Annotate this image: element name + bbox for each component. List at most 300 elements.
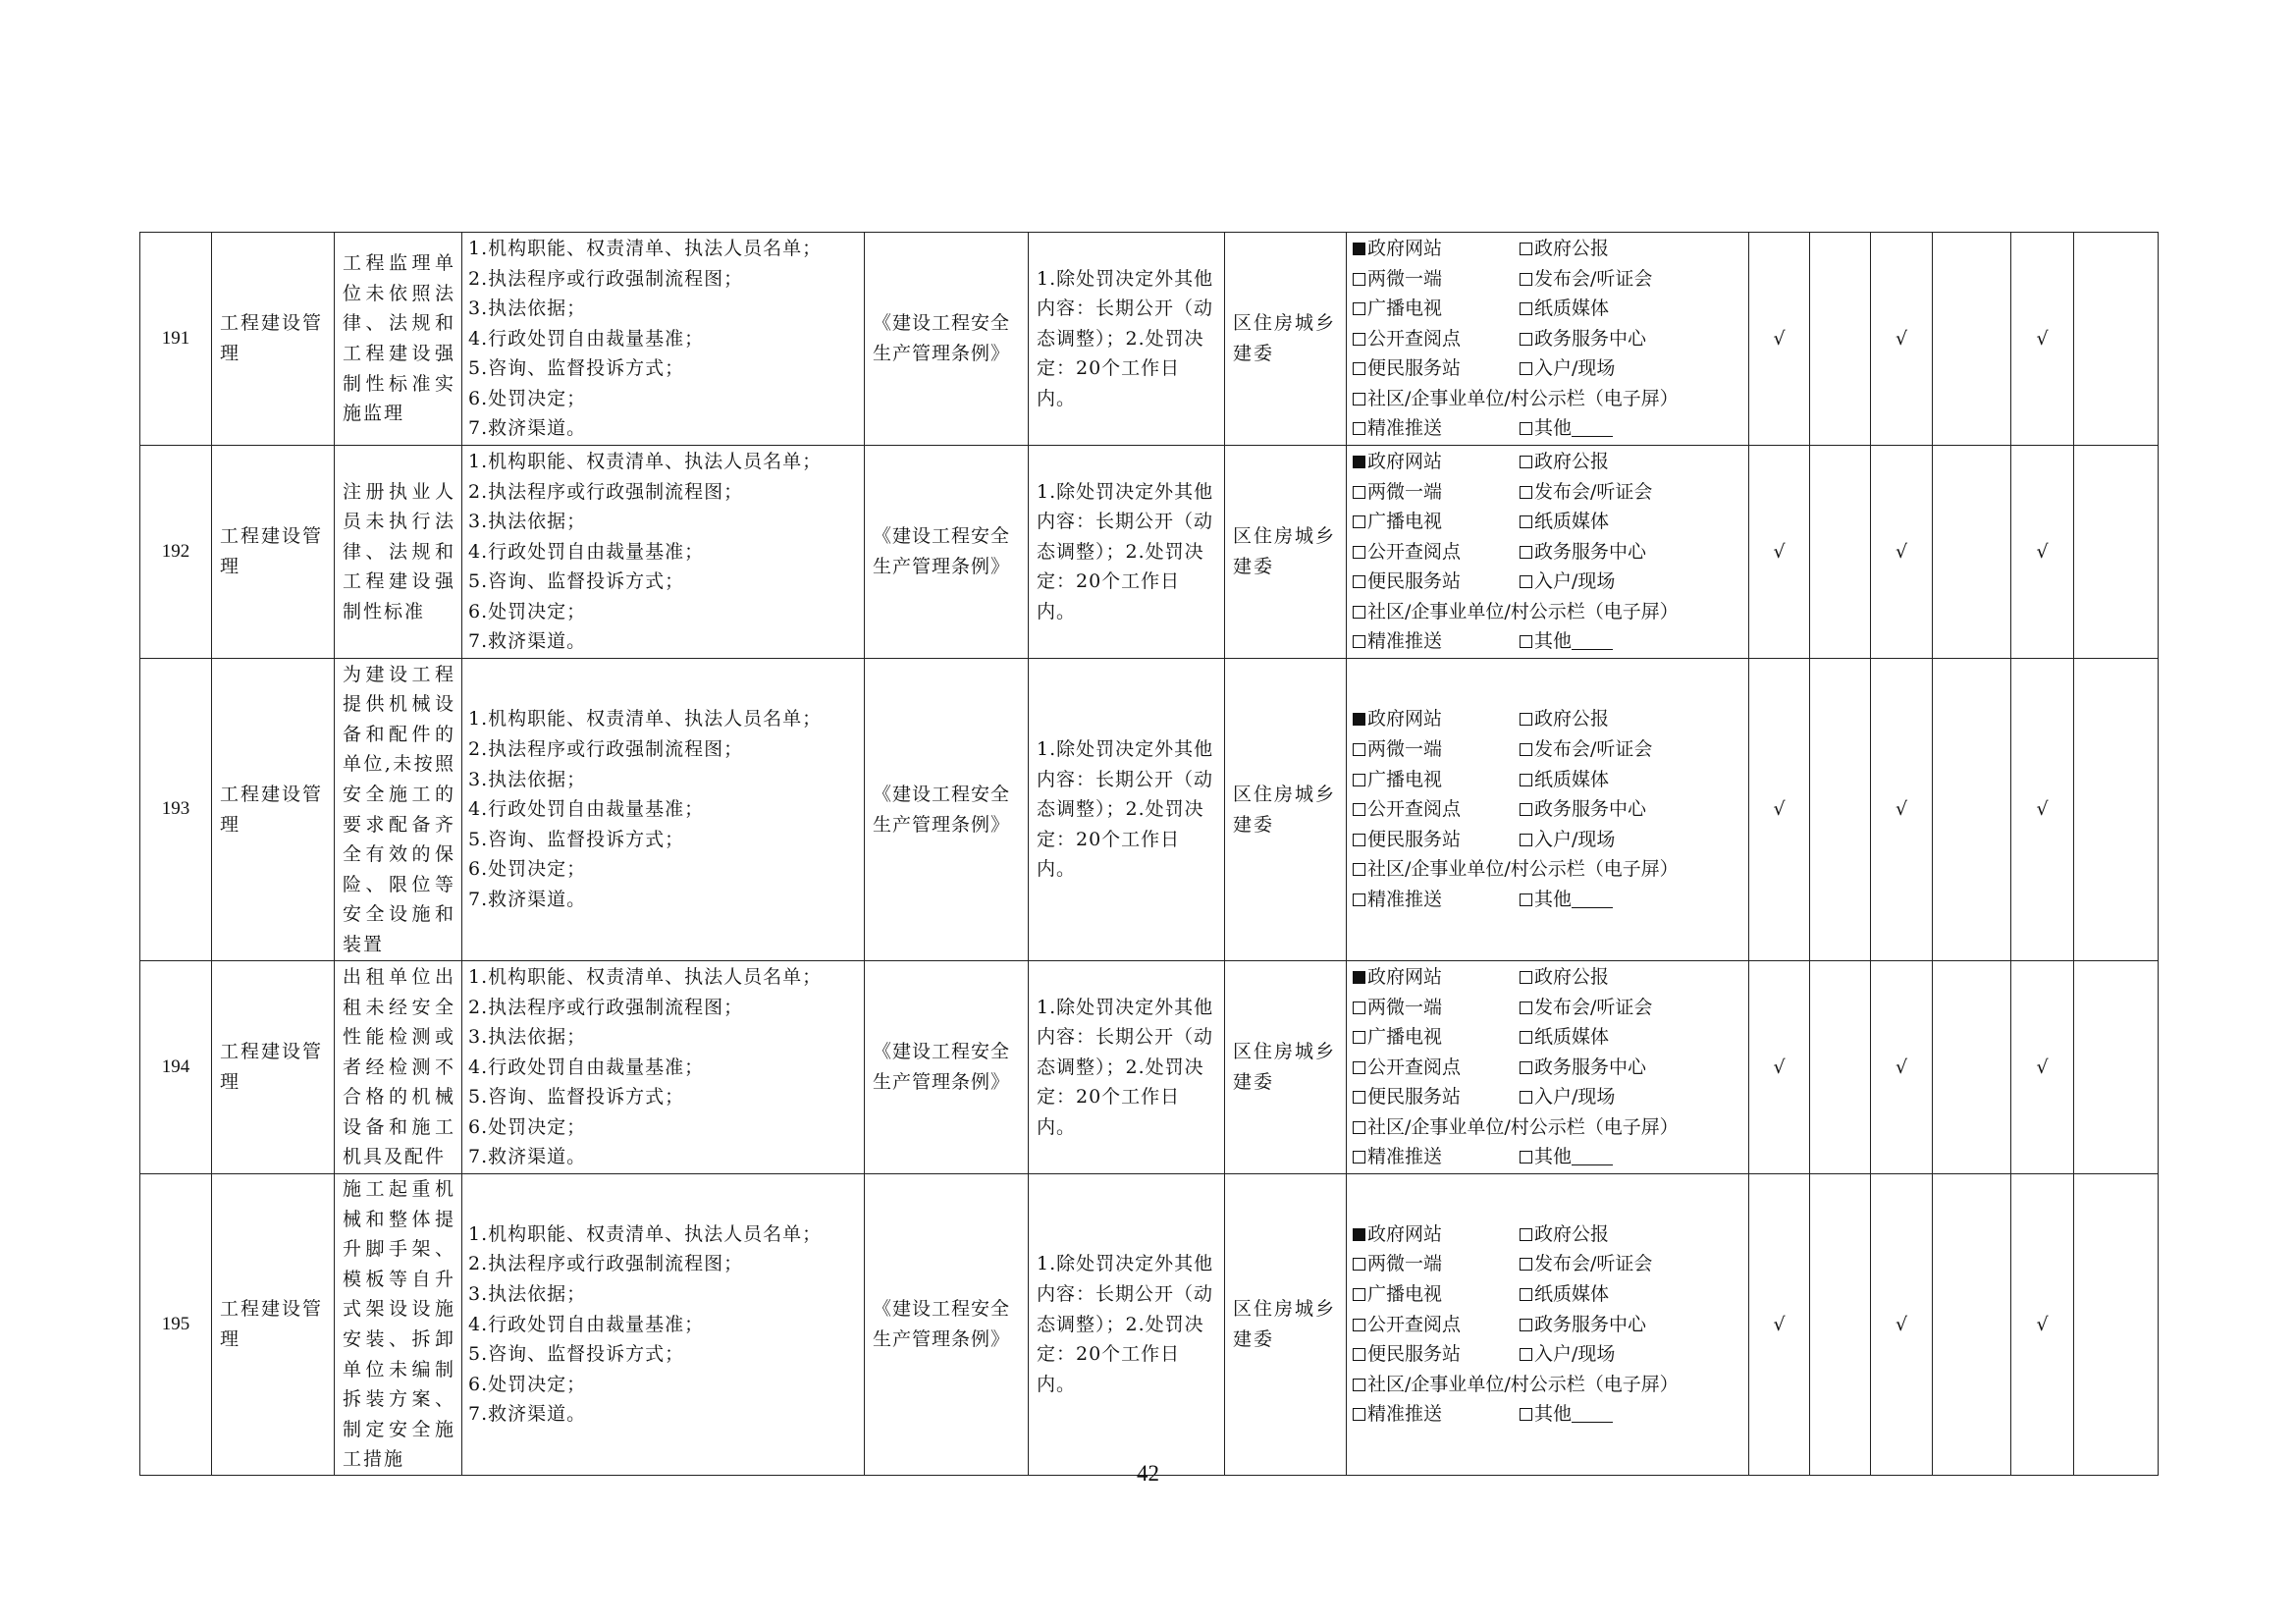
checkbox-icon (1353, 393, 1365, 406)
channel-row (1353, 1022, 1744, 1053)
channel-label: 两微一端 (1367, 738, 1443, 761)
channel-option (1353, 567, 1520, 597)
checkbox-icon (1353, 362, 1365, 375)
channel-label: 政府网站 (1367, 1222, 1443, 1245)
check-cell (1933, 1174, 2011, 1476)
time-limit-cell: 1.除处罚决定外其他内容：长期公开（动态调整）；2.处罚决定：20个工作日内。 (1029, 659, 1225, 961)
check-cell (1933, 961, 2011, 1174)
channel-option (1353, 477, 1520, 508)
content-line: 4.行政处罚自由裁量基准； (468, 540, 705, 563)
channel-label: 入户/现场 (1534, 828, 1616, 850)
checkbox-icon (1353, 1408, 1365, 1421)
content-cell (462, 961, 865, 1174)
checkbox-icon (1520, 422, 1532, 435)
checkbox-icon (1520, 1288, 1532, 1301)
category-cell: 工程建设管理 (212, 1174, 335, 1476)
checkbox-icon (1353, 1031, 1365, 1044)
channel-option (1520, 1053, 1646, 1083)
channel-label: 便民服务站 (1367, 1343, 1462, 1366)
content-line: 5.咨询、监督投诉方式； (468, 1086, 685, 1109)
content-line: 3.执法依据； (468, 1283, 587, 1306)
subject-cell: 区住房城乡建委 (1225, 446, 1347, 659)
item-cell: 注册执业人员未执行法律、法规和工程建设强制性标准 (335, 446, 462, 659)
content-line: 2.执法程序或行政强制流程图； (468, 1253, 744, 1275)
content-line: 6.处罚决定； (468, 1115, 587, 1138)
content-line: 6.处罚决定； (468, 858, 587, 881)
channel-option (1353, 324, 1520, 354)
channel-label: 纸质媒体 (1534, 1026, 1610, 1049)
channel-label: 政务服务中心 (1534, 327, 1647, 350)
row-number: 194 (140, 961, 212, 1174)
channel-label: 其他 (1534, 1403, 1573, 1426)
channel-label: 入户/现场 (1534, 357, 1616, 380)
checkbox-icon (1353, 273, 1365, 286)
check-cell (2074, 659, 2159, 961)
channel-option (1353, 1112, 1679, 1143)
channel-option (1520, 734, 1652, 765)
time-limit-cell: 1.除处罚决定外其他内容：长期公开（动态调整）；2.处罚决定：20个工作日内。 (1029, 1174, 1225, 1476)
check-cell: √ (1749, 961, 1810, 1174)
subject-cell: 区住房城乡建委 (1225, 961, 1347, 1174)
checkbox-icon (1353, 1258, 1365, 1271)
content-line: 7.救济渠道。 (468, 417, 587, 440)
fill-blank-line (1572, 907, 1613, 908)
channel-label: 社区/企事业单位/村公示栏（电子屏） (1367, 1115, 1679, 1138)
channel-label: 其他 (1534, 888, 1573, 910)
table-body (140, 233, 2159, 1476)
channel-option (1520, 447, 1609, 477)
checkbox-icon (1353, 302, 1365, 315)
checkbox-icon (1520, 456, 1532, 468)
check-cell (1810, 1174, 1871, 1476)
channel-option (1520, 962, 1609, 993)
checked-box-icon (1353, 456, 1365, 468)
content-line: 4.行政处罚自由裁量基准； (468, 1056, 705, 1078)
channel-option (1520, 1249, 1652, 1279)
check-cell: √ (1871, 659, 1933, 961)
channel-label: 纸质媒体 (1534, 768, 1610, 790)
channel-label: 政府网站 (1367, 237, 1443, 259)
checkbox-icon (1353, 893, 1365, 906)
content-line: 1.机构职能、权责清单、执法人员名单； (468, 965, 823, 988)
check-cell (2074, 1174, 2159, 1476)
channel-row (1353, 734, 1744, 765)
channel-label: 政府网站 (1367, 450, 1443, 472)
channel-row (1353, 507, 1744, 537)
fill-blank-line (1572, 1422, 1613, 1423)
channel-label: 入户/现场 (1534, 1343, 1616, 1366)
checkbox-icon (1520, 1319, 1532, 1331)
checkbox-icon (1353, 803, 1365, 816)
channel-label: 社区/企事业单位/村公示栏（电子屏） (1367, 600, 1679, 623)
channel-option (1520, 794, 1646, 825)
item-cell: 施工起重机械和整体提升脚手架、模板等自升式架设设施安装、拆卸单位未编制拆装方案、制定安全施工措施 (335, 1174, 462, 1476)
category-cell: 工程建设管理 (212, 659, 335, 961)
item-cell: 出租单位出租未经安全性能检测或者经检测不合格的机械设备和施工机具及配件 (335, 961, 462, 1174)
checkbox-icon (1353, 1348, 1365, 1361)
channel-label: 精准推送 (1367, 888, 1443, 910)
checkbox-icon (1353, 422, 1365, 435)
channel-row (1353, 294, 1744, 324)
checkbox-icon (1353, 1061, 1365, 1074)
checkbox-icon (1353, 774, 1365, 786)
content-line: 6.处罚决定； (468, 387, 587, 409)
channel-option (1353, 854, 1679, 885)
subject-cell: 区住房城乡建委 (1225, 233, 1347, 446)
basis-cell: 《建设工程安全生产管理条例》 (865, 961, 1029, 1174)
basis-cell: 《建设工程安全生产管理条例》 (865, 1174, 1029, 1476)
channel-option (1353, 1022, 1520, 1053)
channel-label: 政府公报 (1534, 1222, 1610, 1245)
channel-label: 便民服务站 (1367, 570, 1462, 593)
channel-label: 便民服务站 (1367, 828, 1462, 850)
check-cell (2074, 446, 2159, 659)
checkbox-icon (1353, 1091, 1365, 1104)
channel-option (1520, 1082, 1615, 1112)
basis-cell: 《建设工程安全生产管理条例》 (865, 659, 1029, 961)
row-number: 192 (140, 446, 212, 659)
channel-label: 政府网站 (1367, 708, 1443, 731)
channel-label: 公开查阅点 (1367, 1313, 1462, 1335)
category-cell: 工程建设管理 (212, 961, 335, 1174)
channel-row (1353, 567, 1744, 597)
channel-option (1353, 264, 1520, 295)
channel-option (1520, 353, 1615, 384)
channel-option (1520, 537, 1646, 568)
checkbox-icon (1353, 635, 1365, 648)
channel-option (1520, 324, 1646, 354)
check-cell: √ (2011, 446, 2074, 659)
time-limit-cell: 1.除处罚决定外其他内容：长期公开（动态调整）；2.处罚决定：20个工作日内。 (1029, 446, 1225, 659)
checkbox-icon (1520, 273, 1532, 286)
channel-option (1520, 1310, 1646, 1340)
channel-label: 政务服务中心 (1534, 540, 1647, 563)
channel-option (1353, 353, 1520, 384)
channel-label: 便民服务站 (1367, 1086, 1462, 1109)
checked-box-icon (1353, 1228, 1365, 1241)
check-cell (2074, 233, 2159, 446)
channel-option (1520, 1279, 1609, 1310)
channel-label: 纸质媒体 (1534, 298, 1610, 320)
channel-option (1520, 1339, 1615, 1370)
channel-option (1520, 1142, 1613, 1172)
channel-label: 社区/企事业单位/村公示栏（电子屏） (1367, 1373, 1679, 1395)
content-line: 5.咨询、监督投诉方式； (468, 828, 685, 850)
checked-box-icon (1353, 243, 1365, 255)
content-cell (462, 446, 865, 659)
channel-option (1353, 447, 1520, 477)
time-limit-cell: 1.除处罚决定外其他内容：长期公开（动态调整）；2.处罚决定：20个工作日内。 (1029, 233, 1225, 446)
channel-label: 两微一端 (1367, 1253, 1443, 1275)
channel-row (1353, 1219, 1744, 1250)
channel-option (1520, 264, 1652, 295)
checkbox-icon (1520, 635, 1532, 648)
table-row (140, 659, 2159, 961)
content-line: 7.救济渠道。 (468, 1146, 587, 1168)
category-cell: 工程建设管理 (212, 446, 335, 659)
channel-label: 广播电视 (1367, 768, 1443, 790)
channel-option (1353, 384, 1679, 414)
channel-row (1353, 765, 1744, 795)
check-cell (1933, 233, 2011, 446)
channel-label: 两微一端 (1367, 996, 1443, 1018)
channel-label: 发布会/听证会 (1534, 738, 1653, 761)
checkbox-icon (1520, 546, 1532, 559)
channel-row (1353, 537, 1744, 568)
channel-label: 政府公报 (1534, 965, 1610, 988)
channel-option (1520, 704, 1609, 734)
channel-label: 发布会/听证会 (1534, 996, 1653, 1018)
checkbox-icon (1353, 834, 1365, 846)
content-line: 3.执法依据； (468, 298, 587, 320)
channel-option (1353, 1053, 1520, 1083)
channel-option (1520, 765, 1609, 795)
checkbox-icon (1353, 575, 1365, 588)
channel-option (1353, 704, 1520, 734)
channel-option (1520, 507, 1609, 537)
content-line: 3.执法依据； (468, 768, 587, 790)
channel-row (1353, 413, 1744, 444)
channel-option (1353, 626, 1520, 657)
channel-label: 纸质媒体 (1534, 1283, 1610, 1306)
content-line: 4.行政处罚自由裁量基准； (468, 798, 705, 821)
channel-row (1353, 597, 1744, 627)
checked-box-icon (1353, 713, 1365, 726)
channel-label: 政府公报 (1534, 237, 1610, 259)
table-row (140, 233, 2159, 446)
channel-label: 两微一端 (1367, 480, 1443, 503)
disclosure-table (139, 232, 2159, 1476)
checkbox-icon (1520, 486, 1532, 499)
check-cell (1810, 961, 1871, 1174)
channel-label: 广播电视 (1367, 298, 1443, 320)
checkbox-icon (1353, 1379, 1365, 1391)
check-cell: √ (1749, 233, 1810, 446)
checkbox-icon (1520, 774, 1532, 786)
channel-option (1353, 597, 1679, 627)
basis-cell: 《建设工程安全生产管理条例》 (865, 446, 1029, 659)
checkbox-icon (1520, 515, 1532, 528)
subject-cell: 区住房城乡建委 (1225, 659, 1347, 961)
checkbox-icon (1353, 333, 1365, 346)
channel-row (1353, 854, 1744, 885)
channel-label: 入户/现场 (1534, 1086, 1616, 1109)
checkbox-icon (1353, 1151, 1365, 1164)
item-cell: 工程监理单位未依照法律、法规和工程建设强制性标准实施监理 (335, 233, 462, 446)
checkbox-icon (1520, 1061, 1532, 1074)
channel-label: 发布会/听证会 (1534, 1253, 1653, 1275)
checkbox-icon (1520, 971, 1532, 984)
channel-option (1353, 734, 1520, 765)
table-row (140, 1174, 2159, 1476)
channel-option (1353, 1142, 1520, 1172)
checkbox-icon (1353, 486, 1365, 499)
channel-label: 公开查阅点 (1367, 798, 1462, 821)
content-line: 4.行政处罚自由裁量基准； (468, 327, 705, 350)
channel-option (1353, 413, 1520, 444)
check-cell: √ (1749, 1174, 1810, 1476)
checkbox-icon (1353, 1121, 1365, 1134)
channel-row (1353, 477, 1744, 508)
row-number: 195 (140, 1174, 212, 1476)
channel-label: 广播电视 (1367, 1283, 1443, 1306)
channel-row (1353, 1279, 1744, 1310)
content-cell (462, 1174, 865, 1476)
channel-option (1353, 794, 1520, 825)
channel-row (1353, 353, 1744, 384)
check-cell: √ (1749, 446, 1810, 659)
channel-option (1353, 507, 1520, 537)
time-limit-cell: 1.除处罚决定外其他内容：长期公开（动态调整）；2.处罚决定：20个工作日内。 (1029, 961, 1225, 1174)
row-number: 193 (140, 659, 212, 961)
channel-label: 公开查阅点 (1367, 1056, 1462, 1078)
channel-cell (1347, 1174, 1749, 1476)
channel-row (1353, 1082, 1744, 1112)
channel-label: 精准推送 (1367, 630, 1443, 653)
category-cell: 工程建设管理 (212, 233, 335, 446)
table-row (140, 961, 2159, 1174)
check-cell: √ (1871, 1174, 1933, 1476)
content-cell (462, 659, 865, 961)
channel-option (1353, 1279, 1520, 1310)
checked-box-icon (1353, 971, 1365, 984)
channel-option (1520, 626, 1613, 657)
content-line: 4.行政处罚自由裁量基准； (468, 1313, 705, 1335)
channel-option (1520, 234, 1609, 264)
channel-label: 政府公报 (1534, 708, 1610, 731)
channel-row (1353, 993, 1744, 1023)
check-cell: √ (1871, 446, 1933, 659)
check-cell: √ (2011, 1174, 2074, 1476)
channel-option (1520, 885, 1613, 915)
checkbox-icon (1520, 1151, 1532, 1164)
channel-cell (1347, 659, 1749, 961)
check-cell: √ (2011, 659, 2074, 961)
channel-option (1353, 537, 1520, 568)
channel-row (1353, 962, 1744, 993)
channel-row (1353, 1053, 1744, 1083)
channel-label: 社区/企事业单位/村公示栏（电子屏） (1367, 387, 1679, 409)
channel-label: 其他 (1534, 630, 1573, 653)
item-cell: 为建设工程提供机械设备和配件的单位,未按照安全施工的要求配备齐全有效的保险、限位等安全设施和装置 (335, 659, 462, 961)
channel-label: 发布会/听证会 (1534, 267, 1653, 290)
page-number: 42 (1137, 1461, 1159, 1486)
checkbox-icon (1520, 302, 1532, 315)
checkbox-icon (1520, 333, 1532, 346)
channel-option (1353, 1370, 1679, 1400)
checkbox-icon (1520, 1228, 1532, 1241)
check-cell (1933, 446, 2011, 659)
checkbox-icon (1520, 834, 1532, 846)
check-cell (1810, 659, 1871, 961)
channel-cell (1347, 446, 1749, 659)
channel-label: 社区/企事业单位/村公示栏（电子屏） (1367, 858, 1679, 881)
content-line: 2.执法程序或行政强制流程图； (468, 480, 744, 503)
checkbox-icon (1520, 362, 1532, 375)
content-line: 2.执法程序或行政强制流程图； (468, 996, 744, 1018)
channel-option (1353, 825, 1520, 855)
checkbox-icon (1353, 1319, 1365, 1331)
content-line: 6.处罚决定； (468, 1373, 587, 1395)
channel-row (1353, 1112, 1744, 1143)
checkbox-icon (1353, 546, 1365, 559)
channel-option (1520, 993, 1652, 1023)
content-line: 5.咨询、监督投诉方式； (468, 1343, 685, 1366)
channel-option (1520, 1219, 1609, 1250)
channel-row (1353, 1339, 1744, 1370)
channel-row (1353, 626, 1744, 657)
channel-row (1353, 1310, 1744, 1340)
content-line: 2.执法程序或行政强制流程图； (468, 738, 744, 761)
channel-label: 便民服务站 (1367, 357, 1462, 380)
channel-label: 入户/现场 (1534, 570, 1616, 593)
checkbox-icon (1520, 575, 1532, 588)
subject-cell: 区住房城乡建委 (1225, 1174, 1347, 1476)
channel-label: 精准推送 (1367, 1146, 1443, 1168)
channel-option (1353, 962, 1520, 993)
checkbox-icon (1520, 1091, 1532, 1104)
channel-row (1353, 885, 1744, 915)
channel-label: 发布会/听证会 (1534, 480, 1653, 503)
channel-row (1353, 825, 1744, 855)
checkbox-icon (1520, 1258, 1532, 1271)
check-cell: √ (1871, 233, 1933, 446)
channel-label: 政务服务中心 (1534, 1056, 1647, 1078)
channel-label: 政府公报 (1534, 450, 1610, 472)
checkbox-icon (1353, 743, 1365, 756)
checkbox-icon (1520, 713, 1532, 726)
channel-label: 政府网站 (1367, 965, 1443, 988)
channel-row (1353, 264, 1744, 295)
channel-row (1353, 324, 1744, 354)
content-line: 7.救济渠道。 (468, 630, 587, 653)
channel-option (1520, 825, 1615, 855)
content-line: 1.机构职能、权责清单、执法人员名单； (468, 708, 823, 731)
channel-row (1353, 704, 1744, 734)
channel-option (1353, 993, 1520, 1023)
checkbox-icon (1520, 1001, 1532, 1014)
channel-label: 精准推送 (1367, 1403, 1443, 1426)
channel-label: 公开查阅点 (1367, 327, 1462, 350)
checkbox-icon (1353, 863, 1365, 876)
checkbox-icon (1520, 1348, 1532, 1361)
channel-label: 其他 (1534, 417, 1573, 440)
channel-option (1520, 567, 1615, 597)
channel-option (1520, 294, 1609, 324)
content-line: 1.机构职能、权责清单、执法人员名单； (468, 237, 823, 259)
channel-option (1520, 477, 1652, 508)
channel-label: 其他 (1534, 1146, 1573, 1168)
channel-option (1353, 1249, 1520, 1279)
channel-label: 纸质媒体 (1534, 511, 1610, 533)
checkbox-icon (1353, 606, 1365, 619)
content-line: 1.机构职能、权责清单、执法人员名单； (468, 1222, 823, 1245)
channel-option (1353, 885, 1520, 915)
fill-blank-line (1572, 436, 1613, 437)
content-line: 3.执法依据； (468, 1026, 587, 1049)
content-line: 5.咨询、监督投诉方式； (468, 357, 685, 380)
fill-blank-line (1572, 649, 1613, 650)
channel-label: 广播电视 (1367, 1026, 1443, 1049)
channel-row (1353, 1142, 1744, 1172)
check-cell (1810, 233, 1871, 446)
content-line: 1.机构职能、权责清单、执法人员名单； (468, 450, 823, 472)
channel-label: 两微一端 (1367, 267, 1443, 290)
checkbox-icon (1520, 743, 1532, 756)
channel-option (1353, 1399, 1520, 1430)
fill-blank-line (1572, 1164, 1613, 1165)
channel-cell (1347, 233, 1749, 446)
